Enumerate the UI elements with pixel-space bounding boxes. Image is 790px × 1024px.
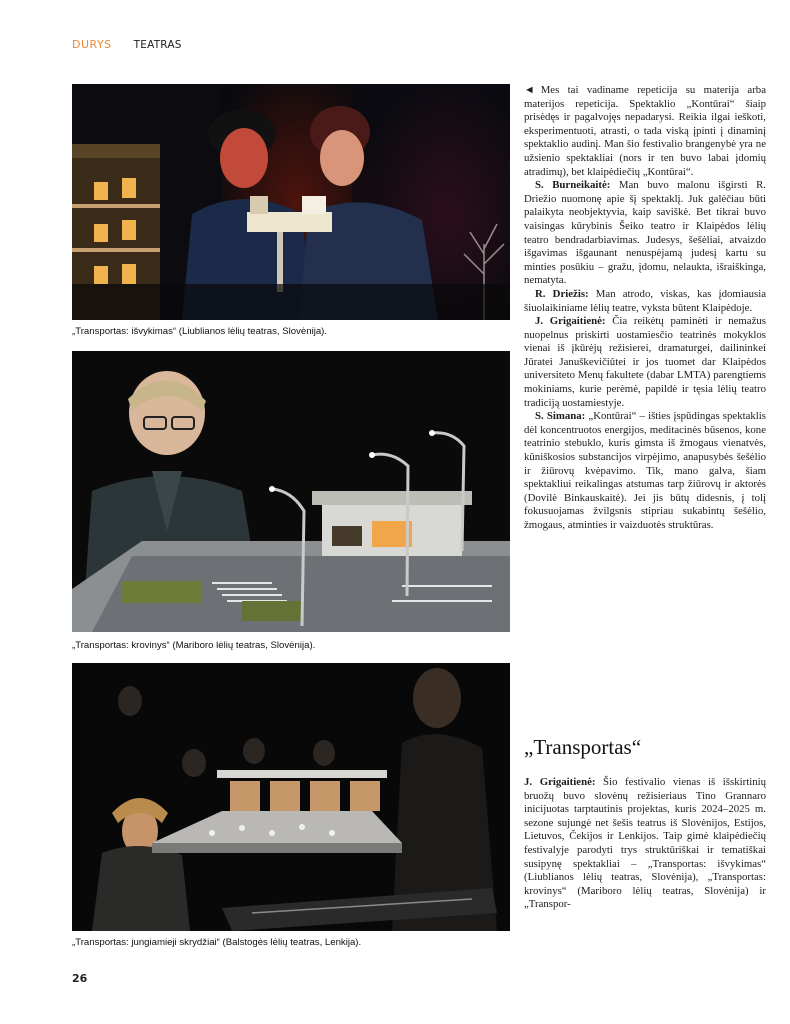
running-header — [72, 38, 182, 54]
photo-caption: „Transportas: išvykimas“ (Liublianos lėlių teatras, Slovėnija). — [72, 326, 328, 337]
paragraph: S. Simana: „Kontūrai“ – išties įspūdingas spektaklis dėl koncentruotos energijos, meditacinės būsenos, kone teatrinio stebuklo, kuris gimsta iš žmogaus vienatvės, kūniškosios substancijos virpėjimo, anapusybės šešėlio ir žiūrovų kvėpavimo. Tik, mano galva, šiam spektakliui reikalingas atstumas tarp žiūrovų ir aktorės (Dovilė Binkauskaitė). Jei jis būtų didesnis, į tolį fokusuojamas žvilgsnis stipriau sukabintų šešėlio, žmogaus, atminties ir vaizduotės struktūras. — [524, 410, 766, 531]
paragraph: R. Driežis: Man atrodo, viskas, kas įdomiausia šiuolaikiniame lėlių teatre, vyksta būtent Klaipėdoje. — [524, 287, 767, 314]
photo-caption: „Transportas: jungiamieji skrydžiai“ (Balstogės lėlių teatras, Lenkija). — [72, 937, 362, 948]
speaker-name: S. Burneikaitė: — [535, 179, 611, 192]
paragraph: ◄ Mes tai vadiname repeticija su materija arba materijos repeticija. Spektaklio „Kontūrai“ šiaip prisėdęs ir pagalvojęs nepadarysi. Reikia ilgai ieškoti, eksperimentuoti, atrasti, o tada viską įpinti į dinaminį spektaklio audinį. Man šio festivalio brangenybė yra ne užsienio spektakliai (nors ir ten buvo labai įdomių atradimų), bet klaipėdiečių „Kontūrai“. — [524, 84, 766, 178]
magazine-brand: DURYS — [72, 38, 112, 51]
page-number: 26 — [72, 972, 88, 985]
speaker-name: R. Driežis: — [535, 287, 589, 300]
photo-caption: „Transportas: krovinys“ (Mariboro lėlių teatras, Slovėnija). — [72, 640, 316, 651]
section-label: TEATRAS — [133, 39, 182, 51]
photo-transportas-krovinys — [72, 351, 510, 632]
speaker-name: J. Grigaitienė: — [524, 776, 596, 788]
speaker-name: S. Simana: — [535, 410, 586, 423]
article-column-upper — [524, 84, 766, 533]
paragraph: J. Grigaitienė: Čia reikėtų paminėti ir nemažus nuopelnus priskirti uostamiesčio teatrinės mokyklos vienai iš įkūrėjų režisierei, dramaturgei, dailininkei Jūratei Januškevičiūtei ir jos tuomet dar Klaipėdos universiteto Menų fakultete (dabar LMTA) parengtiems mokiniams, kurie perėmė, papildė ir tęsia lėlių teatro tradiciją uostamiestyje. — [524, 315, 766, 409]
photo-transportas-jungiamieji-skrydziai — [72, 663, 510, 931]
paragraph: S. Burneikaitė: Man buvo malonu išgirsti R. Driežio nuomonę apie šį spektaklį. Juk galėčiau būti palaikyta neobjektyvia, kaip saviškė. Bet tikrai buvo vaisingas kūrybinis Šeiko teatro ir Klaipėdos lėlių teatro bendradarbiavimas. Judesys, šešėliai, atvaizdo išgavimas išgaunant nenuspėjamą judesį kartu su minties posūkiu – gražu, įdomu, nelaukta, išraiškinga, nematyta. — [524, 179, 766, 287]
section-heading: „Transportas“ — [524, 735, 642, 759]
paragraph: J. Grigaitienė: Šio festivalio vienas iš išskirtinių bruožų buvo slovėnų režisieriaus Tino Grannaro inicijuotas tarptautinis projektas, kuris 2024–2025 m. sezone sujungė net šešis teatrus iš Slovėnijos, Estijos, Lietuvos, Čekijos ir Lenkijos. Taip gimė klaipėdiečių festivalyje parodyti trys struktūriškai ir tematiškai susipynę spektakliai – „Transportas: išvykimas“ (Liublianos lėlių teatras, Slovėnija), „Transportas: krovinys“ (Mariboro lėlių teatras, Slovėnija) ir „Transpor- — [524, 776, 766, 911]
article-column-lower — [524, 776, 766, 912]
speaker-name: J. Grigaitienė: — [535, 315, 606, 328]
continuation-arrow-icon: ◄ — [524, 84, 535, 96]
photo-transportas-isvykimas — [72, 84, 510, 320]
